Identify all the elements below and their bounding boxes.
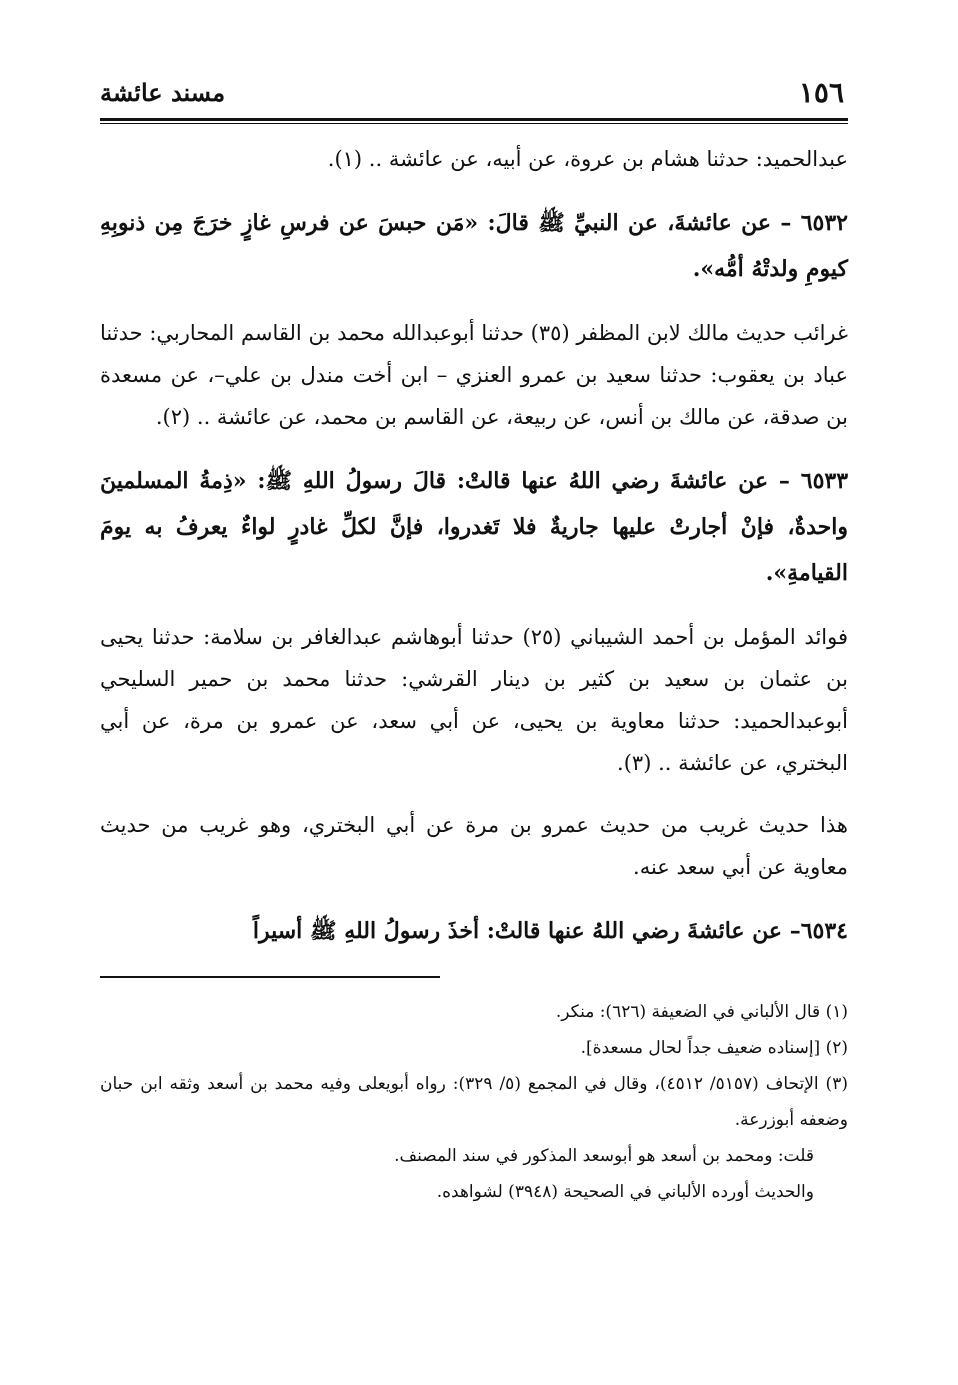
paragraph-fawaid-muammal: فوائد المؤمل بن أحمد الشيباني (٢٥) حدثنا أبوهاشم عبدالغافر بن سلامة: حدثنا يحيى بن عثمان بن سعيد بن كثير بن دينار القرشي: حدثنا محمد بن حمير السليحي أبوعبدالحميد: حدثنا معاوية بن يحيى، عن أبي سعد، عن عمرو بن مرة، عن أبي البختري، عن عائشة .. (٣).	[100, 625, 849, 775]
hadith-6534: ٦٥٣٤– عن عائشةَ رضي اللهُ عنها قالتْ: أخذَ رسولُ اللهِ ﷺ أسيراً	[252, 918, 848, 944]
page-number: ١٥٦	[798, 76, 844, 109]
footnote-3-note: قلت: ومحمد بن أسعد هو أبوسعد المذكور في سند المصنف.	[394, 1146, 814, 1166]
footnote-3-sahiha: والحديث أورده الألباني في الصحيحة (٣٩٤٨) لشواهده.	[436, 1182, 814, 1202]
book-page	[100, 70, 848, 1210]
hadith-6532: ٦٥٣٢ – عن عائشةَ، عن النبيِّ ﷺ قالَ: «مَن حبسَ عن فرسِ غازٍ خرَجَ مِن ذنوبِهِ كيومِ ولدتْهُ أمُّه».	[100, 210, 848, 282]
footnote-1: (١) قال الألباني في الضعيفة (٦٢٦): منكر.	[555, 1002, 848, 1022]
hadith-6533: ٦٥٣٣ – عن عائشةَ رضي اللهُ عنها قالتْ: قالَ رسولُ اللهِ ﷺ: «ذِمةُ المسلمينَ واحدةٌ، فإنْ أجارتْ عليها جاريةٌ فلا تَغدروا، فإنَّ لكلِّ غادرٍ لواءٌ يعرفُ به يومَ القيامةِ».	[100, 468, 849, 586]
paragraph-isnad-end: عبدالحميد: حدثنا هشام بن عروة، عن أبيه، عن عائشة .. (١).	[327, 147, 848, 171]
footnote-2: (٢) [إسناده ضعيف جداً لحال مسعدة].	[580, 1038, 848, 1058]
running-head	[100, 70, 848, 118]
footnote-3: (٣) الإتحاف (٥١٥٧/ ٤٥١٢)، وقال في المجمع (٥/ ٣٢٩): رواه أبويعلى وفيه محمد بن أسعد وثقه ابن حبان وضعفه أبوزرعة.	[100, 1074, 848, 1130]
paragraph-gharaib-malik: غرائب حديث مالك لابن المظفر (٣٥) حدثنا أبوعبدالله محمد بن القاسم المحاربي: حدثنا عباد بن يعقوب: حدثنا سعيد بن عمرو العنزي – ابن أخت مندل بن علي–، عن مسعدة بن صدقة، عن مالك بن أنس، عن ربيعة، عن القاسم بن محمد، عن عائشة .. (٢).	[100, 321, 848, 429]
footnotes	[100, 994, 848, 1210]
paragraph-gharib-note: هذا حديث غريب من حديث عمرو بن مرة عن أبي البختري، وهو غريب من حديث معاوية عن أبي سعد عنه.	[100, 813, 848, 879]
header-rule	[100, 118, 848, 121]
footnote-rule	[100, 976, 440, 978]
running-title: مسند عائشة	[100, 78, 226, 107]
